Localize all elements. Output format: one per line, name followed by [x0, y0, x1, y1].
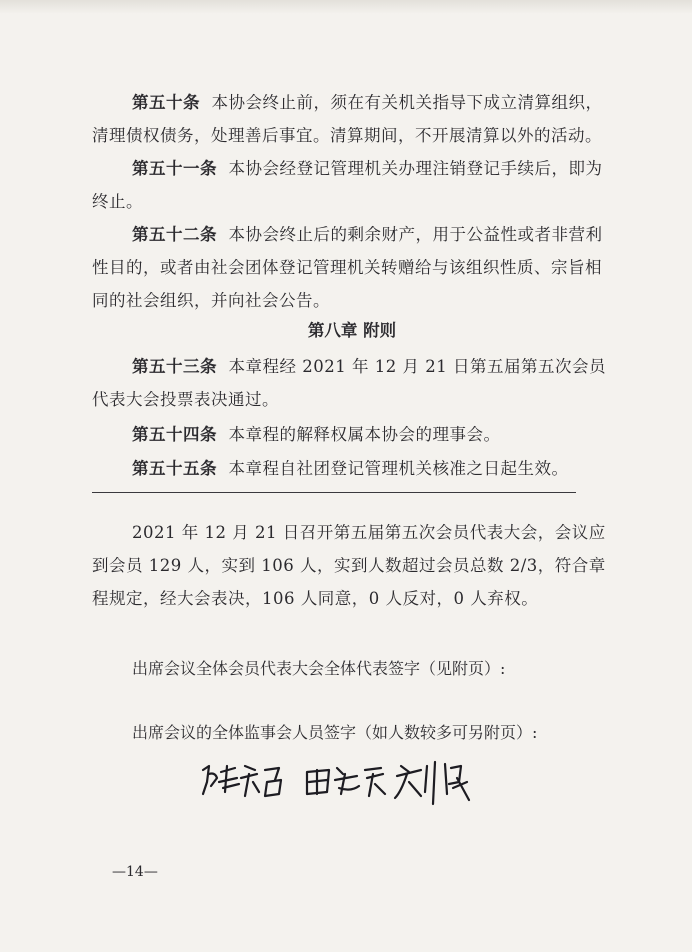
signature-2	[307, 768, 385, 796]
article-55	[92, 452, 612, 485]
handwritten-signatures	[195, 752, 495, 812]
divider-line	[92, 492, 576, 493]
article-text: 本章程经 2021 年 12 月 21 日第五届第五次会员代表大会投票表决通过。	[92, 357, 606, 409]
article-text: 本章程的解释权属本协会的理事会。	[228, 425, 501, 444]
signature-3	[395, 762, 469, 804]
scan-edge-shadow	[0, 0, 692, 14]
article-text: 本章程自社团登记管理机关核准之日起生效。	[228, 459, 569, 478]
article-number: 第五十五条	[132, 459, 217, 478]
article-number: 第五十一条	[132, 159, 217, 178]
article-text: 本协会终止前，须在有关机关指导下成立清算组织，清理债权债务，处理善后事宜。清算期间，不开展清算以外的活动。	[92, 93, 603, 145]
signature-1	[203, 766, 281, 796]
article-text: 本协会终止后的剩余财产，用于公益性或者非营利性目的，或者由社会团体登记管理机关转赠给与该组织性质、宗旨相同的社会组织，并向社会公告。	[92, 225, 603, 310]
article-52	[92, 218, 612, 317]
article-text: 本协会经登记管理机关办理注销登记手续后，即为终止。	[92, 159, 603, 211]
chapter-heading: 第八章 附则	[307, 321, 397, 340]
article-number: 第五十四条	[132, 425, 217, 444]
article-54	[92, 418, 612, 451]
article-number: 第五十二条	[132, 225, 217, 244]
meeting-note: 2021 年 12 月 21 日召开第五届第五次会员代表大会，会议应到会员 129 人，实到 106 人，实到人数超过会员总数 2/3，符合章程规定，经大会表决，106 人同意，0 人反对，0 人弃权。	[92, 523, 606, 608]
article-50	[92, 86, 612, 152]
delegates-sign-line: 出席会议全体会员代表大会全体代表签字（见附页）:	[132, 659, 506, 678]
supervisors-sign-line: 出席会议的全体监事会人员签字（如人数较多可另附页）:	[132, 723, 538, 742]
article-51	[92, 152, 612, 218]
article-number: 第五十条	[132, 93, 200, 112]
article-number: 第五十三条	[132, 357, 217, 376]
article-53	[92, 350, 612, 416]
page-number: —14—	[112, 864, 158, 880]
